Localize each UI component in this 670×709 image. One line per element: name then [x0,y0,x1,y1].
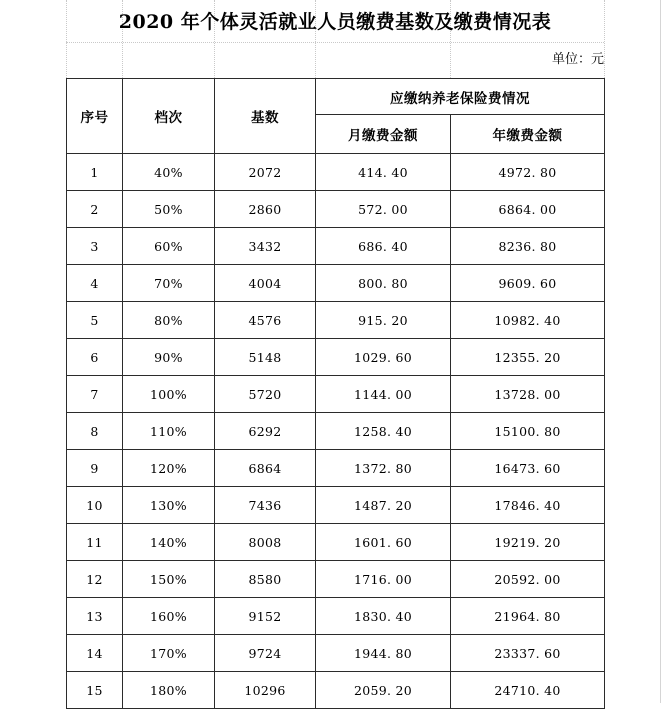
table-row [67,635,605,672]
cell-monthly-amount: 1944. 80 [316,635,451,672]
table-row [67,598,605,635]
cell-yearly-amount: 8236. 80 [451,228,605,265]
cell-index: 7 [67,376,123,413]
cell-yearly-amount: 21964. 80 [451,598,605,635]
cell-yearly-amount: 9609. 60 [451,265,605,302]
cell-index: 8 [67,413,123,450]
table-row [67,561,605,598]
cell-tier: 140% [123,524,215,561]
cell-tier: 50% [123,191,215,228]
cell-base: 10296 [215,672,316,709]
cell-yearly-amount: 23337. 60 [451,635,605,672]
cell-yearly-amount: 19219. 20 [451,524,605,561]
column-header-monthly: 月缴费金额 [316,115,451,154]
table-header-row-main [67,79,605,115]
cell-base: 6864 [215,450,316,487]
unit-note: 单位：元 [551,52,604,67]
cell-monthly-amount: 1144. 00 [316,376,451,413]
cell-monthly-amount: 2059. 20 [316,672,451,709]
table-row [67,450,605,487]
cell-base: 6292 [215,413,316,450]
cell-base: 5148 [215,339,316,376]
cell-yearly-amount: 20592. 00 [451,561,605,598]
cell-yearly-amount: 17846. 40 [451,487,605,524]
cell-index: 1 [67,154,123,191]
column-header-tier: 档次 [123,79,215,154]
table-body [67,154,605,709]
cell-monthly-amount: 414. 40 [316,154,451,191]
cell-monthly-amount: 572. 00 [316,191,451,228]
cell-tier: 170% [123,635,215,672]
cell-tier: 150% [123,561,215,598]
cell-base: 9724 [215,635,316,672]
cell-tier: 80% [123,302,215,339]
cell-monthly-amount: 800. 80 [316,265,451,302]
cell-tier: 60% [123,228,215,265]
cell-monthly-amount: 1029. 60 [316,339,451,376]
column-header-group-pension: 应缴纳养老保险费情况 [316,79,605,115]
cell-index: 10 [67,487,123,524]
cell-tier: 180% [123,672,215,709]
gridline-vertical [604,0,606,78]
table-row [67,265,605,302]
table-row [67,228,605,265]
table-row [67,487,605,524]
cell-base: 8580 [215,561,316,598]
cell-tier: 120% [123,450,215,487]
cell-base: 2860 [215,191,316,228]
cell-monthly-amount: 1830. 40 [316,598,451,635]
cell-yearly-amount: 15100. 80 [451,413,605,450]
cell-index: 4 [67,265,123,302]
table-row [67,413,605,450]
cell-yearly-amount: 10982. 40 [451,302,605,339]
cell-monthly-amount: 1716. 00 [316,561,451,598]
cell-index: 11 [67,524,123,561]
cell-index: 3 [67,228,123,265]
cell-base: 5720 [215,376,316,413]
contribution-table [66,78,605,709]
cell-index: 5 [67,302,123,339]
table-row [67,524,605,561]
table-row [67,154,605,191]
cell-yearly-amount: 16473. 60 [451,450,605,487]
cell-monthly-amount: 1487. 20 [316,487,451,524]
cell-base: 8008 [215,524,316,561]
table-row [67,191,605,228]
cell-index: 13 [67,598,123,635]
page-title: 2020 年个体灵活就业人员缴费基数及缴费情况表 [118,11,552,33]
cell-base: 2072 [215,154,316,191]
column-header-base: 基数 [215,79,316,154]
page-edge-line [660,0,661,703]
cell-index: 15 [67,672,123,709]
cell-index: 6 [67,339,123,376]
cell-yearly-amount: 13728. 00 [451,376,605,413]
cell-tier: 160% [123,598,215,635]
cell-yearly-amount: 6864. 00 [451,191,605,228]
table-row [67,302,605,339]
table-row [67,339,605,376]
cell-yearly-amount: 4972. 80 [451,154,605,191]
cell-index: 12 [67,561,123,598]
cell-index: 14 [67,635,123,672]
cell-tier: 70% [123,265,215,302]
cell-monthly-amount: 915. 20 [316,302,451,339]
column-header-yearly: 年缴费金额 [451,115,605,154]
cell-monthly-amount: 1372. 80 [316,450,451,487]
cell-monthly-amount: 686. 40 [316,228,451,265]
cell-base: 7436 [215,487,316,524]
table-header [67,79,605,154]
cell-index: 2 [67,191,123,228]
cell-tier: 40% [123,154,215,191]
cell-monthly-amount: 1601. 60 [316,524,451,561]
cell-base: 9152 [215,598,316,635]
cell-base: 4576 [215,302,316,339]
cell-tier: 110% [123,413,215,450]
cell-yearly-amount: 12355. 20 [451,339,605,376]
cell-index: 9 [67,450,123,487]
cell-tier: 90% [123,339,215,376]
cell-yearly-amount: 24710. 40 [451,672,605,709]
table-row [67,376,605,413]
cell-base: 4004 [215,265,316,302]
cell-tier: 130% [123,487,215,524]
cell-tier: 100% [123,376,215,413]
cell-monthly-amount: 1258. 40 [316,413,451,450]
column-header-index: 序号 [67,79,123,154]
cell-base: 3432 [215,228,316,265]
